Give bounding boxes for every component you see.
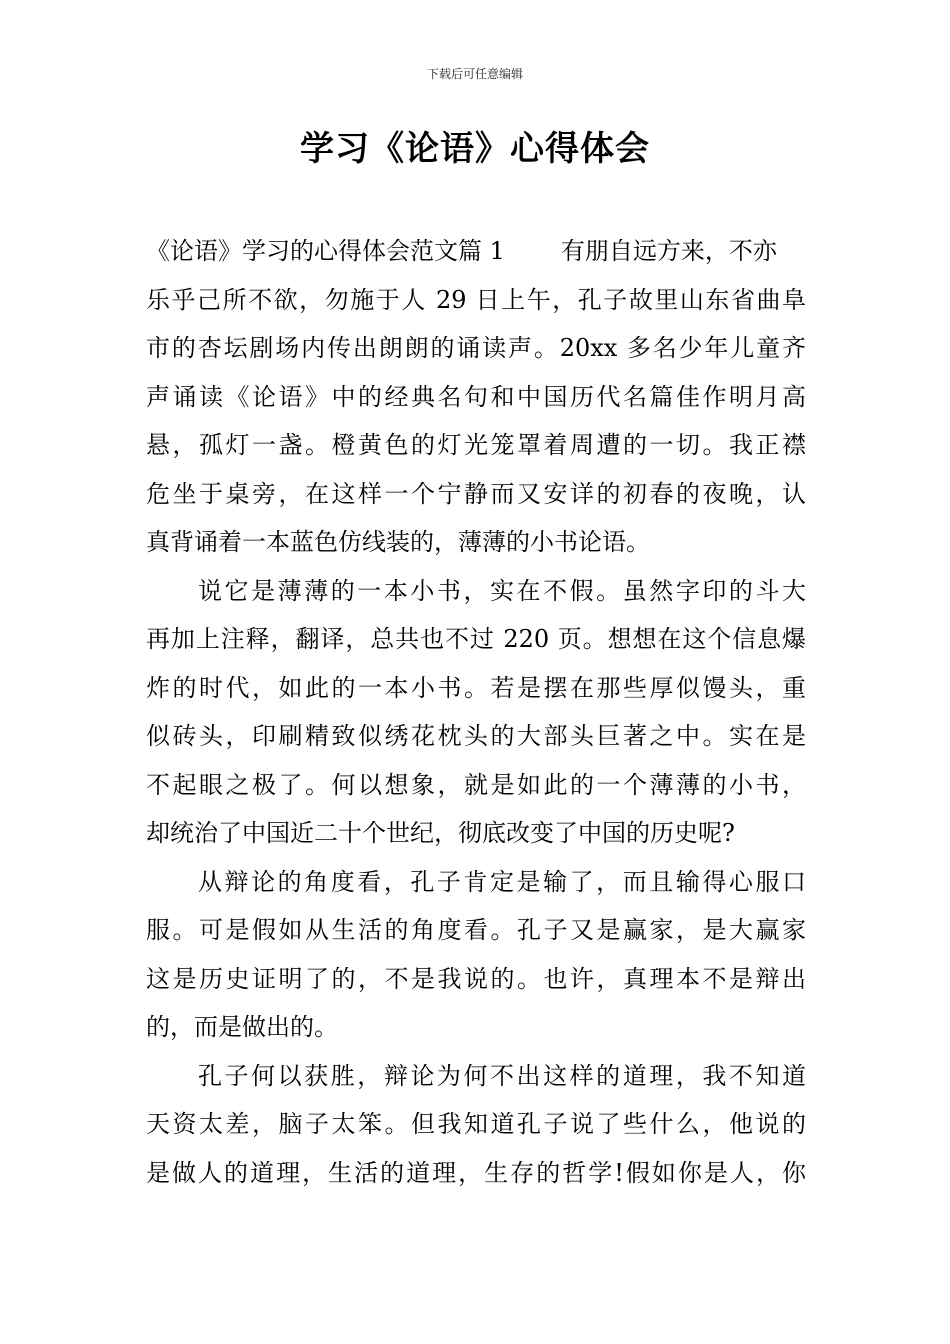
paragraph-line: 却统治了中国近二十个世纪，彻底改变了中国的历史呢? [146,819,735,847]
paragraph-line: 是做人的道理，生活的道理，生存的哲学!假如你是人，你 [146,1158,806,1187]
document-body [146,227,806,1197]
line-segment: 有朋自远方来，不亦 [560,237,777,265]
paragraph-line: 声诵读《论语》中的经典名句和中国历代名篇佳作明月高 [146,382,806,411]
document-title: 学习《论语》心得体会 [300,129,650,169]
paragraph-line: 炸的时代，如此的一本小书。若是摆在那些厚似馒头，重 [146,673,806,702]
paragraph-line: 的，而是做出的。 [146,1013,338,1041]
paragraph-line: 说它是薄薄的一本小书，实在不假。虽然字印的斗大 [198,576,806,605]
paragraph-line [146,227,806,276]
header-note: 下载后可任意编辑 [426,67,523,81]
paragraph-3 [146,858,806,1052]
paragraph-line: 孔子何以获胜，辩论为何不出这样的道理，我不知道 [198,1061,806,1090]
paragraph-line: 再加上注释，翻译，总共也不过 220 页。想想在这个信息爆 [146,625,806,653]
paragraph-line: 乐乎己所不欲，勿施于人 29 日上午，孔子故里山东省曲阜 [146,285,806,314]
paragraph-line: 真背诵着一本蓝色仿线装的，薄薄的小书论语。 [146,528,650,556]
paragraph-line: 这是历史证明了的，不是我说的。也许，真理本不是辩出 [146,964,806,993]
paragraph-2 [146,567,806,858]
paragraph-line: 服。可是假如从生活的角度看。孔子又是赢家，是大赢家 [146,916,806,944]
paragraph-line: 市的杏坛剧场内传出朗朗的诵读声。20xx 多名少年儿童齐 [146,334,806,362]
paragraph-line: 悬，孤灯一盏。橙黄色的灯光笼罩着周遭的一切。我正襟 [146,431,806,459]
paragraph-4 [146,1052,806,1198]
line-segment: 《论语》学习的心得体会范文篇 1 [146,237,505,265]
paragraph-line: 从辩论的角度看，孔子肯定是输了，而且输得心服口 [198,867,806,896]
paragraph-line: 天资太差，脑子太笨。但我知道孔子说了些什么，他说的 [146,1110,806,1138]
paragraph-line: 似砖头，印刷精致似绣花枕头的大部头巨著之中。实在是 [146,722,806,750]
paragraph-line: 不起眼之极了。何以想象，就是如此的一个薄薄的小书， [146,770,806,799]
paragraph-1 [146,227,806,567]
paragraph-line: 危坐于桌旁，在这样一个宁静而又安详的初春的夜晚，认 [146,479,806,508]
